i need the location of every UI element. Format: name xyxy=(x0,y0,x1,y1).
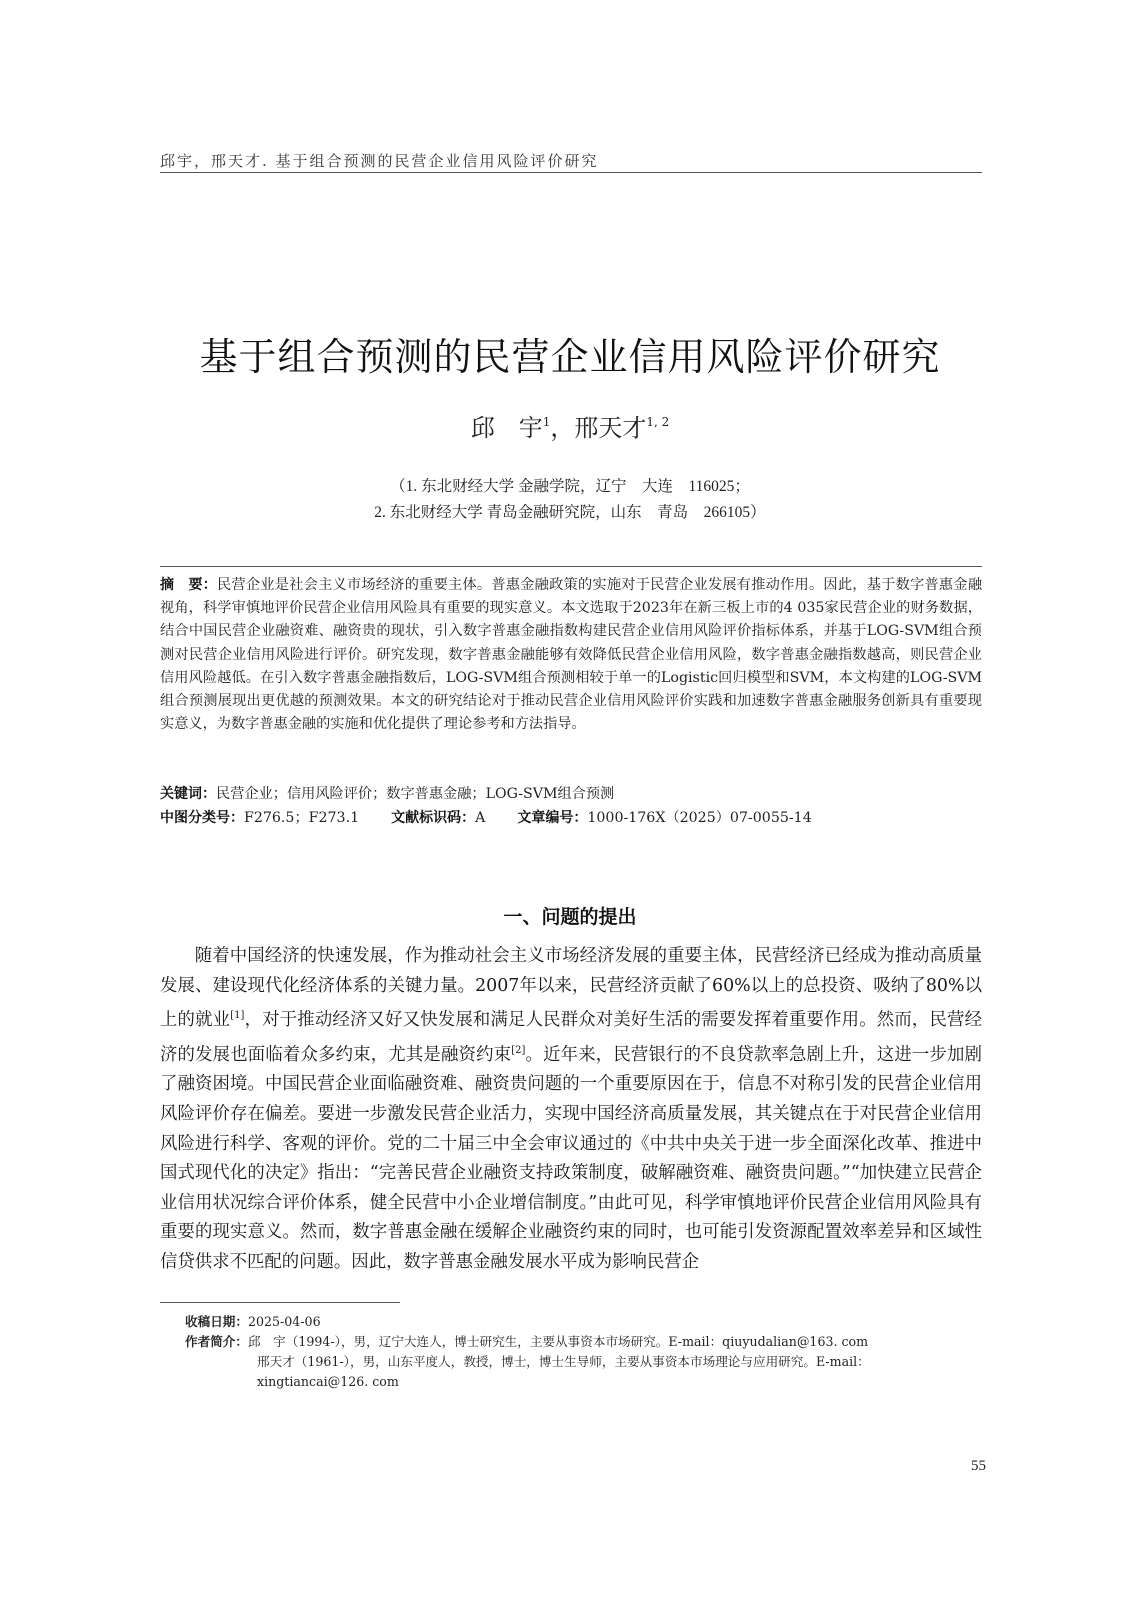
author-name: 邱 宇 xyxy=(470,414,543,442)
keywords-label: 关键词： xyxy=(160,786,216,802)
abstract xyxy=(160,574,982,736)
body-text-part: ，对于推动经济又好又快发展和满足人民群众对美好生活的需要发挥着重要作用。然而，民营经济的发展也面临着众多约束，尤其是融资约束 xyxy=(160,1010,982,1065)
doc-code-value: A xyxy=(475,810,486,826)
header-rule xyxy=(160,172,982,173)
author-affiliation-mark: 1, 2 xyxy=(646,415,670,429)
affiliation-line: 2. 东北财经大学 青岛金融研究院，山东 青岛 266105） xyxy=(374,504,766,521)
body-text-part: 。近年来，民营银行的不良贷款率急剧上升，这进一步加剧了融资困境。中国民营企业面临融资难、融资贵问题的一个重要原因在于，信息不对称引发的民营企业信用风险评价存在偏差。要进一步激发民营企业活力，实现中国经济高质量发展，其关键点在于对民营企业信用风险进行科学、客观的评价。党的二十届三中全会审议通过的《中共中央关于进一步全面深化改革、推进中国式现代化的决定》指出：“完善民营企业融资支持政策制度，破解融资难、融资贵问题。”“加快建立民营企业信用状况综合评价体系，健全民营中小企业增信制度。”由此可见，科学审慎地评价民营企业信用风险具有重要的现实意义。然而，数字普惠金融在缓解企业融资约束的同时，也可能引发资源配置效率差异和区域性信贷供求不匹配的问题。因此，数字普惠金融发展水平成为影响民营企 xyxy=(160,1044,982,1272)
citation-ref: [2] xyxy=(511,1044,526,1056)
clc-value: F276.5；F273.1 xyxy=(244,810,360,826)
body-paragraph xyxy=(160,942,982,1278)
article-number-label: 文章编号： xyxy=(517,810,588,826)
received-value: 2025-04-06 xyxy=(247,1314,321,1329)
section-heading: 一、问题的提出 xyxy=(503,906,637,928)
paper-title: 基于组合预测的民营企业信用风险评价研究 xyxy=(199,335,941,379)
page-number: 55 xyxy=(971,1458,986,1474)
author-bio-row: 邢天才（1961-），男，山东平度人，教授，博士，博士生导师，主要从事资本市场理论与应用研究。E-mail： xyxy=(257,1354,870,1369)
abstract-text: 民营企业是社会主义市场经济的重要主体。普惠金融政策的实施对于民营企业发展有推动作用。因此，基于数字普惠金融视角，科学审慎地评价民营企业信用风险具有重要的现实意义。本文选取于2023年在新三板上市的4 035家民营企业的财务数据，结合中国民营企业融资难、融资贵的现状，引入数字普惠金融指数构建民营企业信用风险评价指标体系，并基于LOG-SVM组合预测对民营企业信用风险进行评价。研究发现，数字普惠金融能够有效降低民营企业信用风险，数字普惠金融指数越高，则民营企业信用风险越低。在引入数字普惠金融指数后，LOG-SVM组合预测相较于单一的Logistic回归模型和SVM，本文构建的LOG-SVM组合预测展现出更优越的预测效果。本文的研究结论对于推动民营企业信用风险评价实践和加速数字普惠金融服务创新具有重要现实意义，为数字普惠金融的实施和优化提供了理论参考和方法指导。 xyxy=(160,577,983,733)
citation-ref: [1] xyxy=(230,1010,245,1022)
author-affiliation-mark: 1 xyxy=(542,415,551,429)
body-text-part: 随着中国经济的快速发展，作为推动社会主义市场经济发展的重要主体，民营经济已经成为推动高质量发展、建设现代化经济体系的关键力量。2007年以来，民营经济贡献了60%以上的总投资、吸纳了80%以上的就业 xyxy=(160,946,982,1031)
keywords-text: 民营企业；信用风险评价；数字普惠金融；LOG-SVM组合预测 xyxy=(216,786,615,802)
doc-code-label: 文献标识码： xyxy=(391,810,476,826)
clc-label: 中图分类号： xyxy=(160,810,244,826)
author-bio-row xyxy=(185,1332,985,1352)
footnote-rule xyxy=(160,1302,400,1303)
received-label: 收稿日期： xyxy=(185,1314,248,1329)
classification-line xyxy=(160,807,982,827)
running-header: 邱宇，邢天才. 基于组合预测的民营企业信用风险评价研究 xyxy=(160,152,599,170)
affiliation-line: （1. 东北财经大学 金融学院，辽宁 大连 116025； xyxy=(390,478,750,495)
abstract-label: 摘 要： xyxy=(160,577,218,593)
author-separator: ， xyxy=(550,414,575,442)
received-date-row xyxy=(185,1312,985,1332)
bio-text: 邱 宇（1994-），男，辽宁大连人，博士研究生，主要从事资本市场研究。E-mail：qiuyudalian@163. com xyxy=(247,1334,869,1349)
bio-label: 作者简介： xyxy=(185,1334,248,1349)
article-number-value: 1000-176X（2025）07-0055-14 xyxy=(587,810,812,826)
keywords xyxy=(160,783,982,803)
author-name: 邢天才 xyxy=(574,414,647,442)
author-line xyxy=(0,408,1140,443)
footnotes xyxy=(185,1312,985,1392)
author-bio-row: xingtiancai@126. com xyxy=(257,1374,399,1389)
abstract-rule xyxy=(160,566,982,567)
